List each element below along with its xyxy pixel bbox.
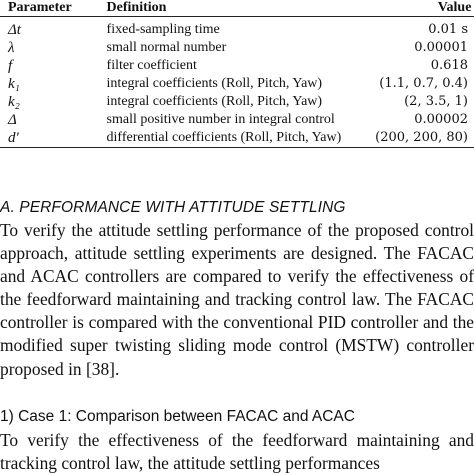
table-row (0, 129, 474, 148)
param-value: 0.00002 (414, 112, 468, 127)
subsection-heading: 1) Case 1: Comparison between FACAC and ACAC (0, 408, 355, 425)
header-value: Value (437, 0, 472, 15)
param-symbol: f (8, 58, 13, 74)
param-value: 0.618 (430, 58, 468, 73)
param-symbol: λ (8, 40, 15, 56)
table-header-row (0, 0, 474, 17)
param-symbol: Δ (8, 112, 17, 128)
param-definition: differential coefficients (Roll, Pitch, Yaw) (106, 130, 342, 145)
param-symbol: k₁ (8, 76, 20, 92)
table-row (0, 17, 474, 40)
section-heading: A. PERFORMANCE WITH ATTITUDE SETTLING (0, 199, 346, 216)
table-row (0, 57, 474, 75)
header-definition: Definition (106, 0, 167, 15)
param-definition: fixed-sampling time (106, 22, 220, 37)
param-value: 0.01 s (428, 22, 468, 37)
param-definition: integral coefficients (Roll, Pitch, Yaw) (106, 94, 323, 109)
param-value: (2, 3.5, 1) (404, 94, 468, 109)
param-value: (200, 200, 80) (375, 130, 468, 145)
header-parameter: Parameter (8, 0, 72, 15)
param-symbol: k₂ (8, 94, 20, 110)
param-definition: filter coefficient (106, 58, 197, 73)
param-symbol: Δt (8, 22, 21, 38)
table-row (0, 111, 474, 129)
table-row (0, 39, 474, 57)
table-row (0, 93, 474, 111)
table-row (0, 75, 474, 93)
param-definition: small normal number (106, 40, 227, 55)
param-value: 0.00001 (414, 40, 468, 55)
param-value: (1.1, 0.7, 0.4) (379, 76, 468, 91)
param-definition: small positive number in integral control (106, 112, 335, 127)
section-paragraph: To verify the attitude settling performance of the proposed control approach, attitude settling experiments are designed. The FACAC and ACAC controllers are compared to verify the effectiveness of the feedforward maintaining and tracking control law. The FACAC controller is compared with the conventional PID controller and the modified super twisting sliding mode control (MSTW) controller proposed in [38]. (0, 220, 474, 379)
param-definition: integral coefficients (Roll, Pitch, Yaw) (106, 76, 323, 91)
param-symbol: d′ (8, 130, 19, 146)
parameter-table (0, 0, 474, 148)
subsection-paragraph: To verify the effectiveness of the feedforward maintaining and tracking control law, the attitude settling performances (0, 430, 474, 474)
